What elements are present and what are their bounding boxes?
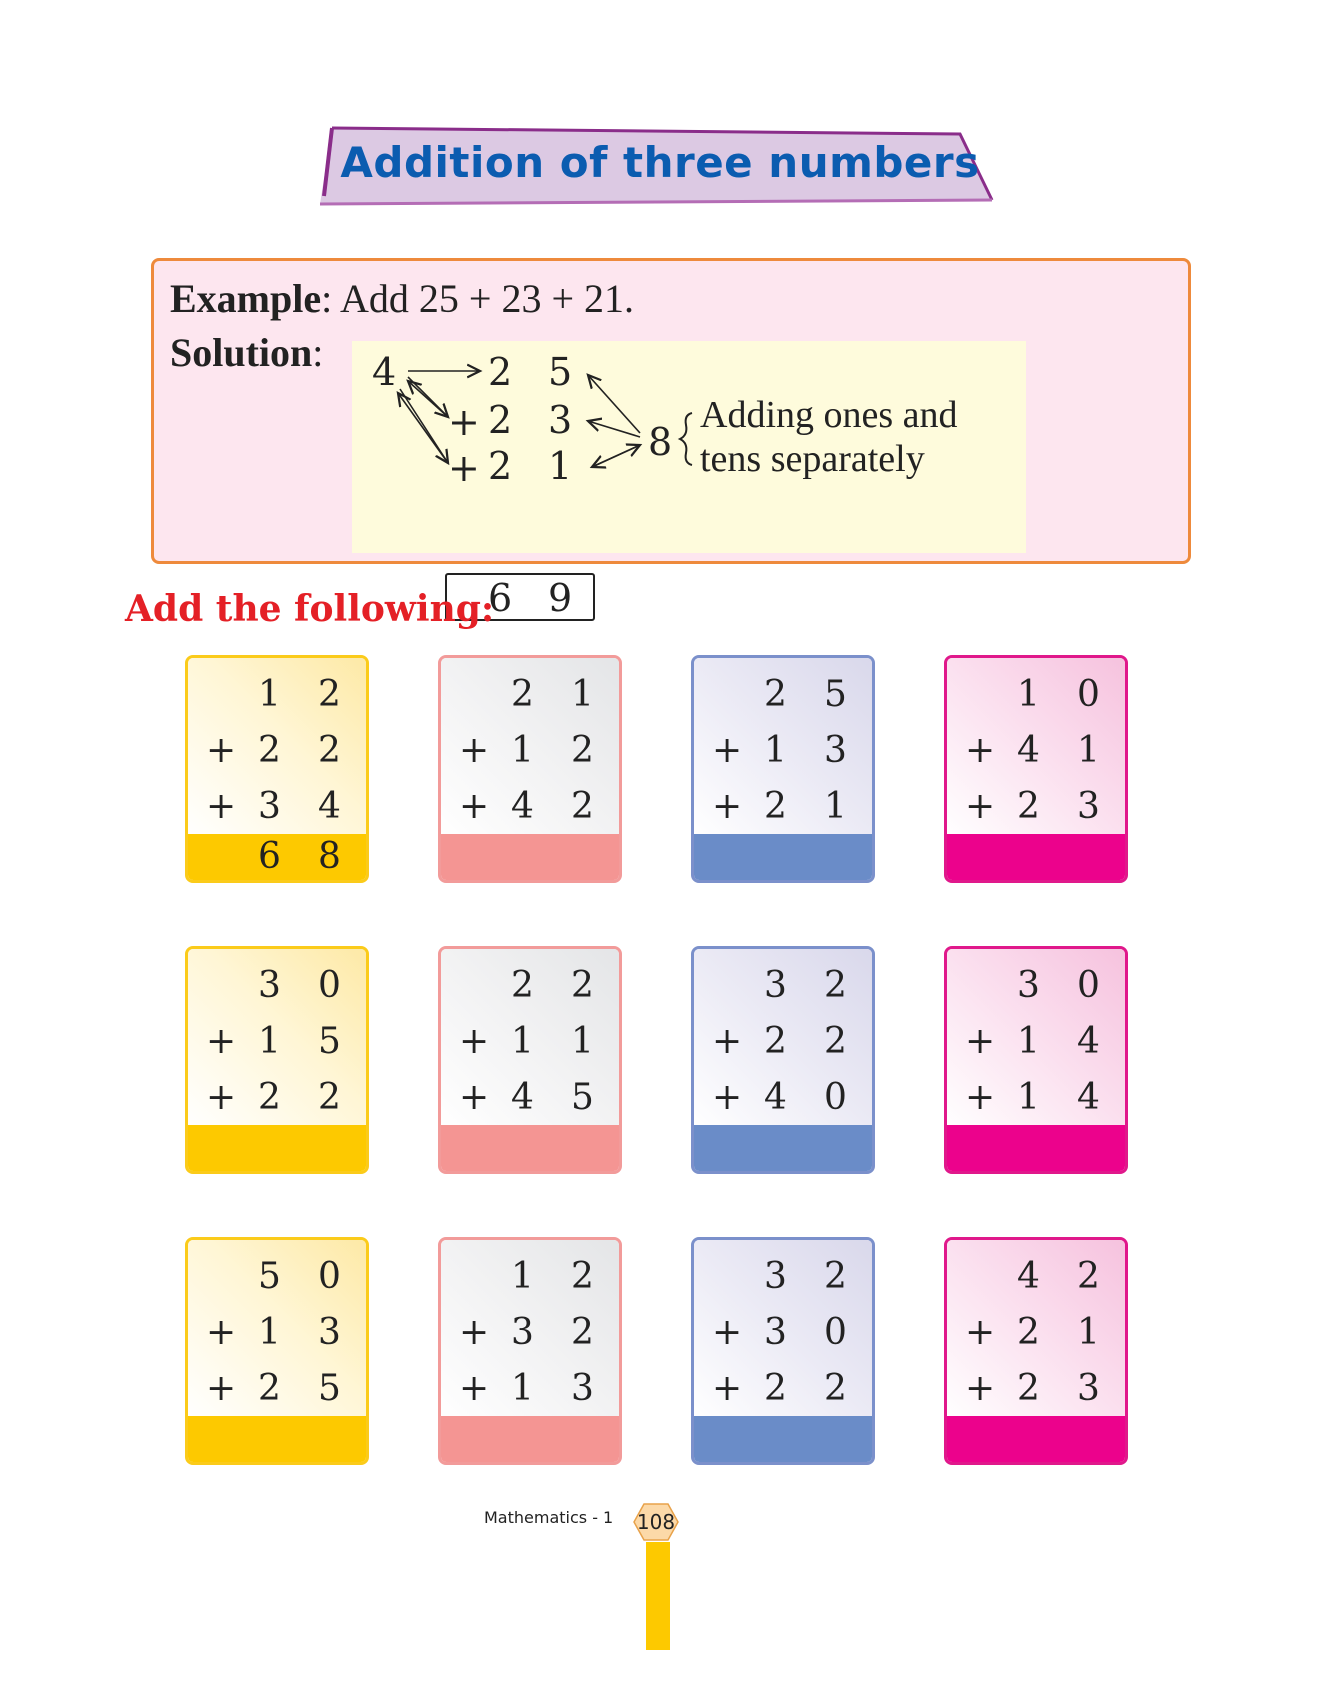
card-row [947,1013,1125,1069]
card-tens-digit: 1 [258,1312,281,1353]
card-operator: + [459,1368,490,1409]
example-line [170,275,634,322]
card-row [947,722,1125,778]
example-row-3-ones: 1 [548,444,573,488]
card-tens-digit: 2 [764,674,787,715]
ones-sum: 8 [648,420,673,464]
solution-colon: : [312,330,324,375]
card-ones-digit: 4 [318,786,341,827]
card-tens-digit: 4 [511,1077,534,1118]
card-ones-digit: 1 [571,674,594,715]
card-operator: + [459,786,490,827]
card-ones-digit: 5 [318,1368,341,1409]
card-operator: + [206,1312,237,1353]
card-row [441,778,619,834]
card-tens-digit: 3 [764,1312,787,1353]
card-ones-digit: 2 [571,965,594,1006]
card-result [441,1416,619,1462]
card-tens-digit: 2 [511,965,534,1006]
card-row [947,1360,1125,1416]
card-row [441,1069,619,1125]
solution-line [170,329,323,376]
card-operator: + [459,1021,490,1062]
card-result [188,1125,366,1171]
card-ones-digit: 2 [318,1077,341,1118]
card-ones-digit: 4 [1077,1021,1100,1062]
card-result [947,1416,1125,1462]
card-tens-digit: 3 [764,1256,787,1297]
card-tens-digit: 2 [1017,1312,1040,1353]
card-ones-digit: 3 [318,1312,341,1353]
card-tens-digit: 4 [1017,1256,1040,1297]
card-operator: + [712,1312,743,1353]
card-row [694,1360,872,1416]
example-answer-tens: 6 [488,576,513,620]
card-tens-digit: 3 [764,965,787,1006]
card-row [441,1360,619,1416]
card-result [441,1125,619,1171]
exercise-card [944,946,1128,1174]
card-ones-digit: 2 [824,1368,847,1409]
card-tens-digit: 1 [258,1021,281,1062]
page-tab-bar [646,1542,670,1650]
exercise-card [185,655,369,883]
example-text: : Add 25 + 23 + 21. [321,276,635,321]
card-operator: + [206,1021,237,1062]
card-ones-digit: 3 [571,1368,594,1409]
card-ones-digit: 0 [824,1077,847,1118]
card-tens-digit: 1 [511,1021,534,1062]
card-row [947,957,1125,1013]
card-operator: + [206,730,237,771]
card-result [947,834,1125,880]
example-row-3-tens: 2 [488,444,513,488]
card-operator: + [206,1368,237,1409]
card-tens-digit: 4 [1017,730,1040,771]
card-result [947,1125,1125,1171]
card-ones-digit: 5 [571,1077,594,1118]
card-operator: + [712,1021,743,1062]
card-operator: + [965,1077,996,1118]
card-ones-digit: 2 [1077,1256,1100,1297]
card-row [188,957,366,1013]
card-tens-digit: 3 [511,1312,534,1353]
card-tens-digit: 1 [511,1368,534,1409]
card-tens-digit: 1 [1017,1021,1040,1062]
card-operator: + [965,1021,996,1062]
example-row-1-ones: 5 [548,350,573,394]
exercise-card [438,1237,622,1465]
example-row-2-tens: 2 [488,398,513,442]
card-row [441,722,619,778]
card-tens-digit: 3 [1017,965,1040,1006]
card-result [441,834,619,880]
card-row [188,666,366,722]
card-ones-digit: 2 [318,730,341,771]
card-row [188,1248,366,1304]
card-row [441,957,619,1013]
card-tens-digit: 2 [1017,1368,1040,1409]
card-row [188,1069,366,1125]
card-row [694,1248,872,1304]
example-label: Example [170,276,322,321]
exercise-card [438,655,622,883]
card-ones-digit: 0 [1077,965,1100,1006]
exercise-card [944,655,1128,883]
exercise-card [691,655,875,883]
card-row [188,722,366,778]
card-row [188,1304,366,1360]
card-row [947,1304,1125,1360]
card-operator: + [712,730,743,771]
card-ones-digit: 1 [1077,1312,1100,1353]
card-ones-digit: 0 [824,1312,847,1353]
card-operator: + [712,1368,743,1409]
card-tens-digit: 4 [511,786,534,827]
card-tens-digit: 1 [258,674,281,715]
card-row [441,666,619,722]
card-operator: + [459,730,490,771]
note-line-2: tens separately [700,438,925,480]
card-operator: + [965,1312,996,1353]
card-operator: + [712,786,743,827]
card-ones-digit: 2 [571,1256,594,1297]
card-tens-digit: 1 [511,730,534,771]
card-tens-digit: 2 [764,1021,787,1062]
card-operator: + [965,786,996,827]
card-ones-digit: 1 [1077,730,1100,771]
card-row [188,1360,366,1416]
card-operator: + [965,730,996,771]
card-tens-digit: 1 [764,730,787,771]
card-ones-digit: 0 [318,1256,341,1297]
card-tens-digit: 2 [764,1368,787,1409]
card-row [694,1013,872,1069]
card-ones-digit: 1 [571,1021,594,1062]
card-operator: + [206,786,237,827]
solution-label: Solution [170,330,313,375]
card-tens-digit: 1 [1017,1077,1040,1118]
card-row [694,722,872,778]
solution-note [352,341,1026,620]
card-tens-digit: 3 [258,786,281,827]
card-ones-digit: 5 [824,674,847,715]
card-tens-digit: 2 [258,1077,281,1118]
note-line-1: Adding ones and [700,394,958,436]
card-ones-digit: 2 [824,1021,847,1062]
card-row [188,778,366,834]
card-result [188,1416,366,1462]
card-row [694,957,872,1013]
card-tens-digit: 2 [1017,786,1040,827]
card-operator: + [459,1312,490,1353]
card-tens-digit: 1 [511,1256,534,1297]
card-operator: + [712,1077,743,1118]
card-tens-digit: 4 [764,1077,787,1118]
card-ones-digit: 3 [1077,1368,1100,1409]
exercise-card [944,1237,1128,1465]
example-row-3-op: + [448,446,480,490]
card-ones-digit: 2 [824,1256,847,1297]
card-result-tens: 6 [258,836,281,877]
card-row [947,1069,1125,1125]
card-row [441,1248,619,1304]
card-tens-digit: 5 [258,1256,281,1297]
card-result [694,1416,872,1462]
card-tens-digit: 2 [258,1368,281,1409]
card-row [441,1013,619,1069]
card-result [694,834,872,880]
card-tens-digit: 2 [511,674,534,715]
exercise-card [691,1237,875,1465]
card-ones-digit: 2 [318,674,341,715]
card-result-ones: 8 [318,836,341,877]
card-row [947,778,1125,834]
card-row [694,1069,872,1125]
exercise-heading: Add the following: [125,588,495,630]
card-ones-digit: 2 [571,730,594,771]
example-row-1-tens: 2 [488,350,513,394]
page-number: 108 [636,1510,676,1534]
example-row-2-op: + [448,400,480,444]
card-result [694,1125,872,1171]
card-operator: + [206,1077,237,1118]
example-answer-ones: 9 [548,576,573,620]
card-tens-digit: 3 [258,965,281,1006]
card-ones-digit: 2 [571,1312,594,1353]
card-row [694,1304,872,1360]
title-banner [320,126,1000,206]
card-ones-digit: 2 [824,965,847,1006]
footer-subject: Mathematics - 1 [484,1508,614,1527]
exercise-card [438,946,622,1174]
card-row [947,1248,1125,1304]
card-operator: + [459,1077,490,1118]
carry-digit: 4 [372,350,397,394]
card-ones-digit: 2 [571,786,594,827]
card-tens-digit: 1 [1017,674,1040,715]
page-title: Addition of three numbers [340,138,980,187]
card-operator: + [965,1368,996,1409]
card-ones-digit: 3 [1077,786,1100,827]
card-ones-digit: 3 [824,730,847,771]
exercise-card [185,1237,369,1465]
card-result [188,834,366,880]
card-row [947,666,1125,722]
card-row [441,1304,619,1360]
card-tens-digit: 2 [258,730,281,771]
card-tens-digit: 2 [764,786,787,827]
card-row [694,666,872,722]
card-ones-digit: 0 [318,965,341,1006]
card-ones-digit: 0 [1077,674,1100,715]
card-row [694,778,872,834]
card-ones-digit: 4 [1077,1077,1100,1118]
card-row [188,1013,366,1069]
exercise-card [185,946,369,1174]
card-ones-digit: 5 [318,1021,341,1062]
example-row-2-ones: 3 [548,398,573,442]
exercise-card [691,946,875,1174]
card-ones-digit: 1 [824,786,847,827]
